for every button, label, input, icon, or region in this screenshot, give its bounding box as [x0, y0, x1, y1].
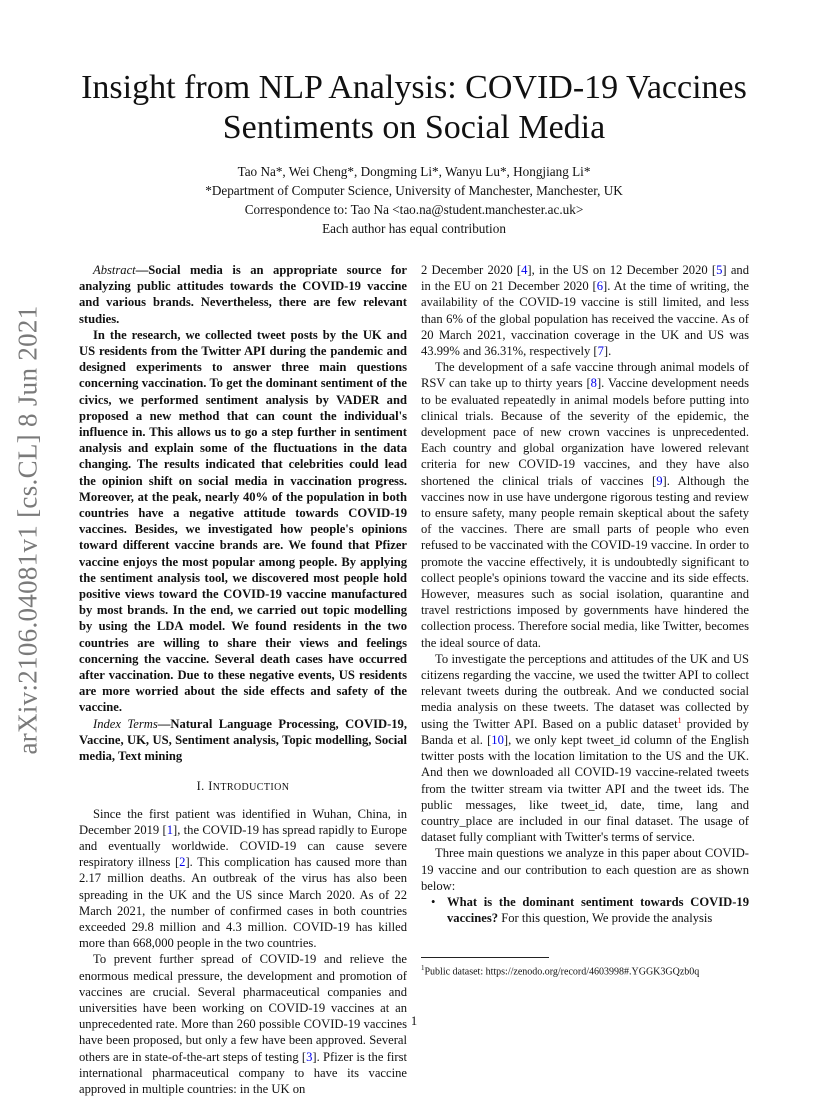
citation-link[interactable]: [ 3 ]	[302, 1050, 317, 1064]
abstract-paragraph-2: In the research, we collected tweet posts by the UK and US residents from the Twitter API during the pandemic and designed experiments to answer three main questions concerning vaccination. To get the dominant sentiment of the civics, we performed sentiment analysis by VADER and proposed a new method that can count the individual's influence in. This allows us to go a step further in sentiment analysis and explain some of the fluctuations in the data changing. The results indicated that celebrities could lead the opinion shift on social media in vaccination progress. Moreover, at the peak, nearly 40% of the population in both countries have a negative attitude towards COVID-19 vaccines. Besides, we investigated how people's opinions toward different vaccine brands are. We found that Pfizer vaccine enjoys the most popular among people. By applying the sentiment analysis tool, we discovered most people hold positive views toward the COVID-19 vaccine manufactured by most brands. In the end, we carried out topic modelling by using the LDA model. We found residents in the two countries are willing to share their views and feelings concerning the vaccine. Several death cases have occurred after vaccination. Due to these negative events, US residents are more worried about the side effects and safety of the vaccine.	[79, 327, 407, 715]
citation-link[interactable]: [ 10 ]	[487, 733, 508, 747]
text-run: To prevent further spread of COVID-19 and relieve the enormous medical pressure, the development and promotion of vaccines are crucial. Several pharmaceutical companies and universities have been working on COVID-19 vaccines at an unprecedented rate. More than 260 possible COVID-19 vaccines have been proposed, but only a few have been approved. Several others are in state-of-the-art steps of testing	[79, 952, 407, 1064]
bullet-marker: •	[431, 894, 436, 909]
arxiv-identifier	[8, 300, 48, 760]
text-run: . This complication has caused more than 2.17 million deaths. An outbreak of the virus has also been spreading in the UK and the US since March 2020. As of 22 March 2021, the number of confirmed cases in both countries exceeded 29.8 million and 4.3 million. COVID-19 has killed more than 668,000 people in the two countries.	[79, 855, 407, 951]
body-paragraph-continued	[421, 262, 749, 359]
text-run: . At the time of writing, the availability of the COVID-19 vaccine is still limited, and less than 6% of the global population has received the vaccine. As of 20 March 2021, vaccination coverage in the UK and US was 43.99% and 36.31%, respectively	[421, 279, 749, 359]
citation-link[interactable]: [ 2 ]	[175, 855, 190, 869]
equal-contribution-note: Each author has equal contribution	[322, 221, 506, 236]
text-run: 2 December 2020	[421, 263, 517, 277]
text-run: Since the first patient was identified in Wuhan, China, in December 2019	[79, 806, 407, 837]
body-paragraph-investigate	[421, 651, 749, 845]
footnote-marker-link[interactable]: 1	[677, 715, 682, 725]
list-item	[421, 894, 749, 926]
footnote-divider	[421, 957, 549, 958]
text-run: provided by Banda et al.	[421, 716, 749, 747]
text-run: To investigate the perceptions and attitudes of the UK and US citizens regarding the vaccine, we used the twitter API to collect relevant tweets during the outbreak. And we conducted social media analysis on these tweets. The dataset was collected by using the Twitter API. Based on a public dataset	[421, 651, 749, 731]
text-run: . Pfizer is the first international pharmaceutical company to have its vaccine approved in multiple countries: in the UK on	[79, 1049, 407, 1096]
index-terms-label: Index Terms	[93, 716, 158, 731]
author-names: Tao Na*, Wei Cheng*, Dongming Li*, Wanyu Lu*, Hongjiang Li*	[237, 164, 591, 179]
citation-link[interactable]: [ 5 ]	[712, 263, 727, 277]
paper-title-line-2: Sentiments on Social Media	[222, 109, 606, 146]
body-paragraph-questions: Three main questions we analyze in this paper about COVID-19 vaccine and our contribution to each question are as shown below:	[421, 846, 749, 893]
index-terms	[79, 716, 407, 765]
section-number: I.	[196, 779, 205, 794]
author-affiliation: *Department of Computer Science, University of Manchester, Manchester, UK	[205, 183, 623, 198]
citation-link[interactable]: [ 4 ]	[517, 263, 532, 277]
right-column	[421, 262, 749, 926]
paper-title	[60, 68, 768, 148]
left-column	[79, 262, 407, 1097]
correspondence-line: Correspondence to: Tao Na <tao.na@student.manchester.ac.uk>	[244, 202, 584, 217]
footnote-text: Public dataset: https://zenodo.org/record/4603998#.YGGK3GQzb0q	[424, 966, 700, 978]
text-run: , we only kept tweet_id column of the English twitter posts with the location limitation to the US and the UK. And then we downloaded all COVID-19 vaccine-related tweets from the twitter stream via twitter API and the tweet ids. The public messages, like tweet_id, date, time, lang and country_place are included in our final dataset. The usage of dataset fully compliant with Twitter's terms of service.	[421, 732, 749, 845]
author-block	[60, 162, 768, 238]
citation-link[interactable]: [ 9 ]	[652, 474, 667, 488]
text-run: . Although the vaccines now in use have undergone rigorous testing and review to ensure safety, many people remain skeptical about the safety of the vaccines. There are small parts of people who even refused to be vaccinated with the COVID-19 vaccine. In order to promote the vaccine effectively, it is undoubtedly significant to collect people's opinions toward the vaccine and its side effects. However, measures such as social isolation, quarantine and travel restrictions imposed by governments have hindered the collection process. Therefore social media, like Twitter, becomes the ideal source of data.	[421, 473, 749, 650]
text-run: , in the US on 12 December 2020	[531, 263, 712, 277]
footnote	[421, 962, 751, 978]
abstract-text-1: —Social media is an appropriate source for analyzing public attitudes towards the COVID-19 vaccine and various brands. Nevertheless, there are few relevant studies.	[79, 263, 407, 326]
citation-link[interactable]: [ 8 ]	[586, 376, 601, 390]
citation-link[interactable]: [ 6 ]	[593, 279, 608, 293]
section-heading-introduction	[79, 778, 407, 796]
abstract-label: Abstract	[93, 263, 136, 277]
page-number: 1	[410, 1014, 418, 1028]
bullet-question: What is the dominant sentiment towards COVID-19 vaccines?	[447, 894, 749, 926]
text-run: . Vaccine development needs to be evaluated repeatedly in animal models before putting into clinical trials. Because of the severity of the epidemic, the development pace of new crown vaccines is unprecedented. Each country and global organization have lowered relevant criteria for new COVID-19 vaccines, and they have also shortened the clinical trials of vaccines	[421, 376, 749, 488]
intro-paragraph-1	[79, 806, 407, 952]
bullet-text: For this question, We provide the analysis	[498, 911, 713, 926]
text-run: , the COVID-19 has spread rapidly to Europe and eventually worldwide. COVID-19 can cause severe respiratory illness	[79, 822, 407, 870]
citation-link[interactable]: [ 1 ]	[163, 823, 178, 837]
footnote-mark: 1	[421, 964, 425, 972]
text-run: and in the EU on 21 December 2020	[421, 263, 749, 294]
index-terms-text: —Natural Language Processing, COVID-19, Vaccine, UK, US, Sentiment analysis, Topic modelling, Social media, Text mining	[79, 716, 408, 764]
abstract-paragraph-1	[79, 262, 407, 327]
paper-title-line-1: Insight from NLP Analysis: COVID-19 Vaccines	[81, 69, 747, 106]
text-run: The development of a safe vaccine through animal models of RSV can take up to thirty years	[421, 360, 749, 391]
section-title-rest: NTRODUCTION	[212, 782, 290, 794]
section-title-initial: I	[208, 779, 213, 794]
body-paragraph-development	[421, 359, 749, 651]
citation-link[interactable]: [ 7 ]	[593, 344, 608, 358]
arxiv-identifier-text: arXiv:2106.04081v1 [cs.CL] 8 Jun 2021	[12, 305, 43, 755]
text-run: .	[608, 344, 612, 359]
